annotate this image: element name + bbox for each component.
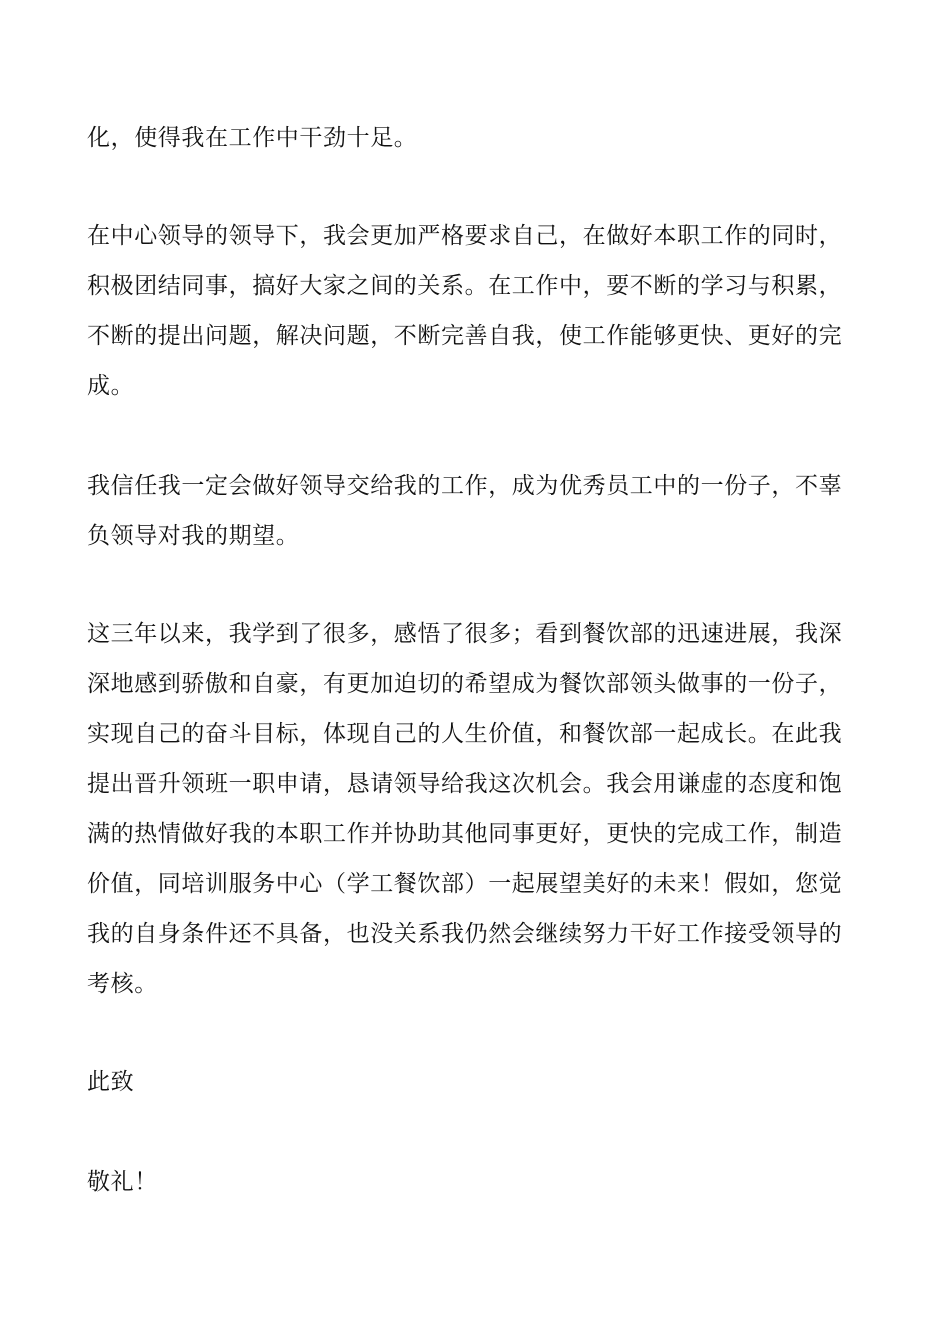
paragraph-4-line-5: 满的热情做好我的本职工作并协助其他同事更好，更快的完成工作，制造 <box>87 821 843 847</box>
closing-regards: 敬礼！ <box>87 1169 158 1195</box>
paragraph-4-line-6: 价值，同培训服务中心（学工餐饮部）一起展望美好的未来！假如，您觉 <box>87 871 843 897</box>
paragraph-4-line-1: 这三年以来，我学到了很多，感悟了很多；看到餐饮部的迅速进展，我深 <box>87 621 843 647</box>
paragraph-2-line-4: 成。 <box>87 373 135 399</box>
paragraph-2-line-2: 积极团结同事，搞好大家之间的关系。在工作中，要不断的学习与积累， <box>87 273 843 299</box>
closing-salutation: 此致 <box>87 1069 135 1095</box>
paragraph-2-line-1: 在中心领导的领导下，我会更加严格要求自己，在做好本职工作的同时， <box>87 223 843 249</box>
paragraph-4-line-2: 深地感到骄傲和自豪，有更加迫切的希望成为餐饮部领头做事的一份子， <box>87 671 843 697</box>
paragraph-4-line-7: 我的自身条件还不具备，也没关系我仍然会继续努力干好工作接受领导的 <box>87 921 843 947</box>
paragraph-3-line-2: 负领导对我的期望。 <box>87 523 300 549</box>
paragraph-4-line-4: 提出晋升领班一职申请，恳请领导给我这次机会。我会用谦虚的态度和饱 <box>87 771 843 797</box>
paragraph-4-line-8: 考核。 <box>87 971 158 997</box>
paragraph-3-line-1: 我信任我一定会做好领导交给我的工作，成为优秀员工中的一份子，不辜 <box>87 473 843 499</box>
paragraph-2-line-3: 不断的提出问题，解决问题，不断完善自我，使工作能够更快、更好的完 <box>87 323 843 349</box>
paragraph-4-line-3: 实现自己的奋斗目标，体现自己的人生价值，和餐饮部一起成长。在此我 <box>87 721 843 747</box>
paragraph-1-line-1: 化，使得我在工作中干劲十足。 <box>87 125 418 151</box>
